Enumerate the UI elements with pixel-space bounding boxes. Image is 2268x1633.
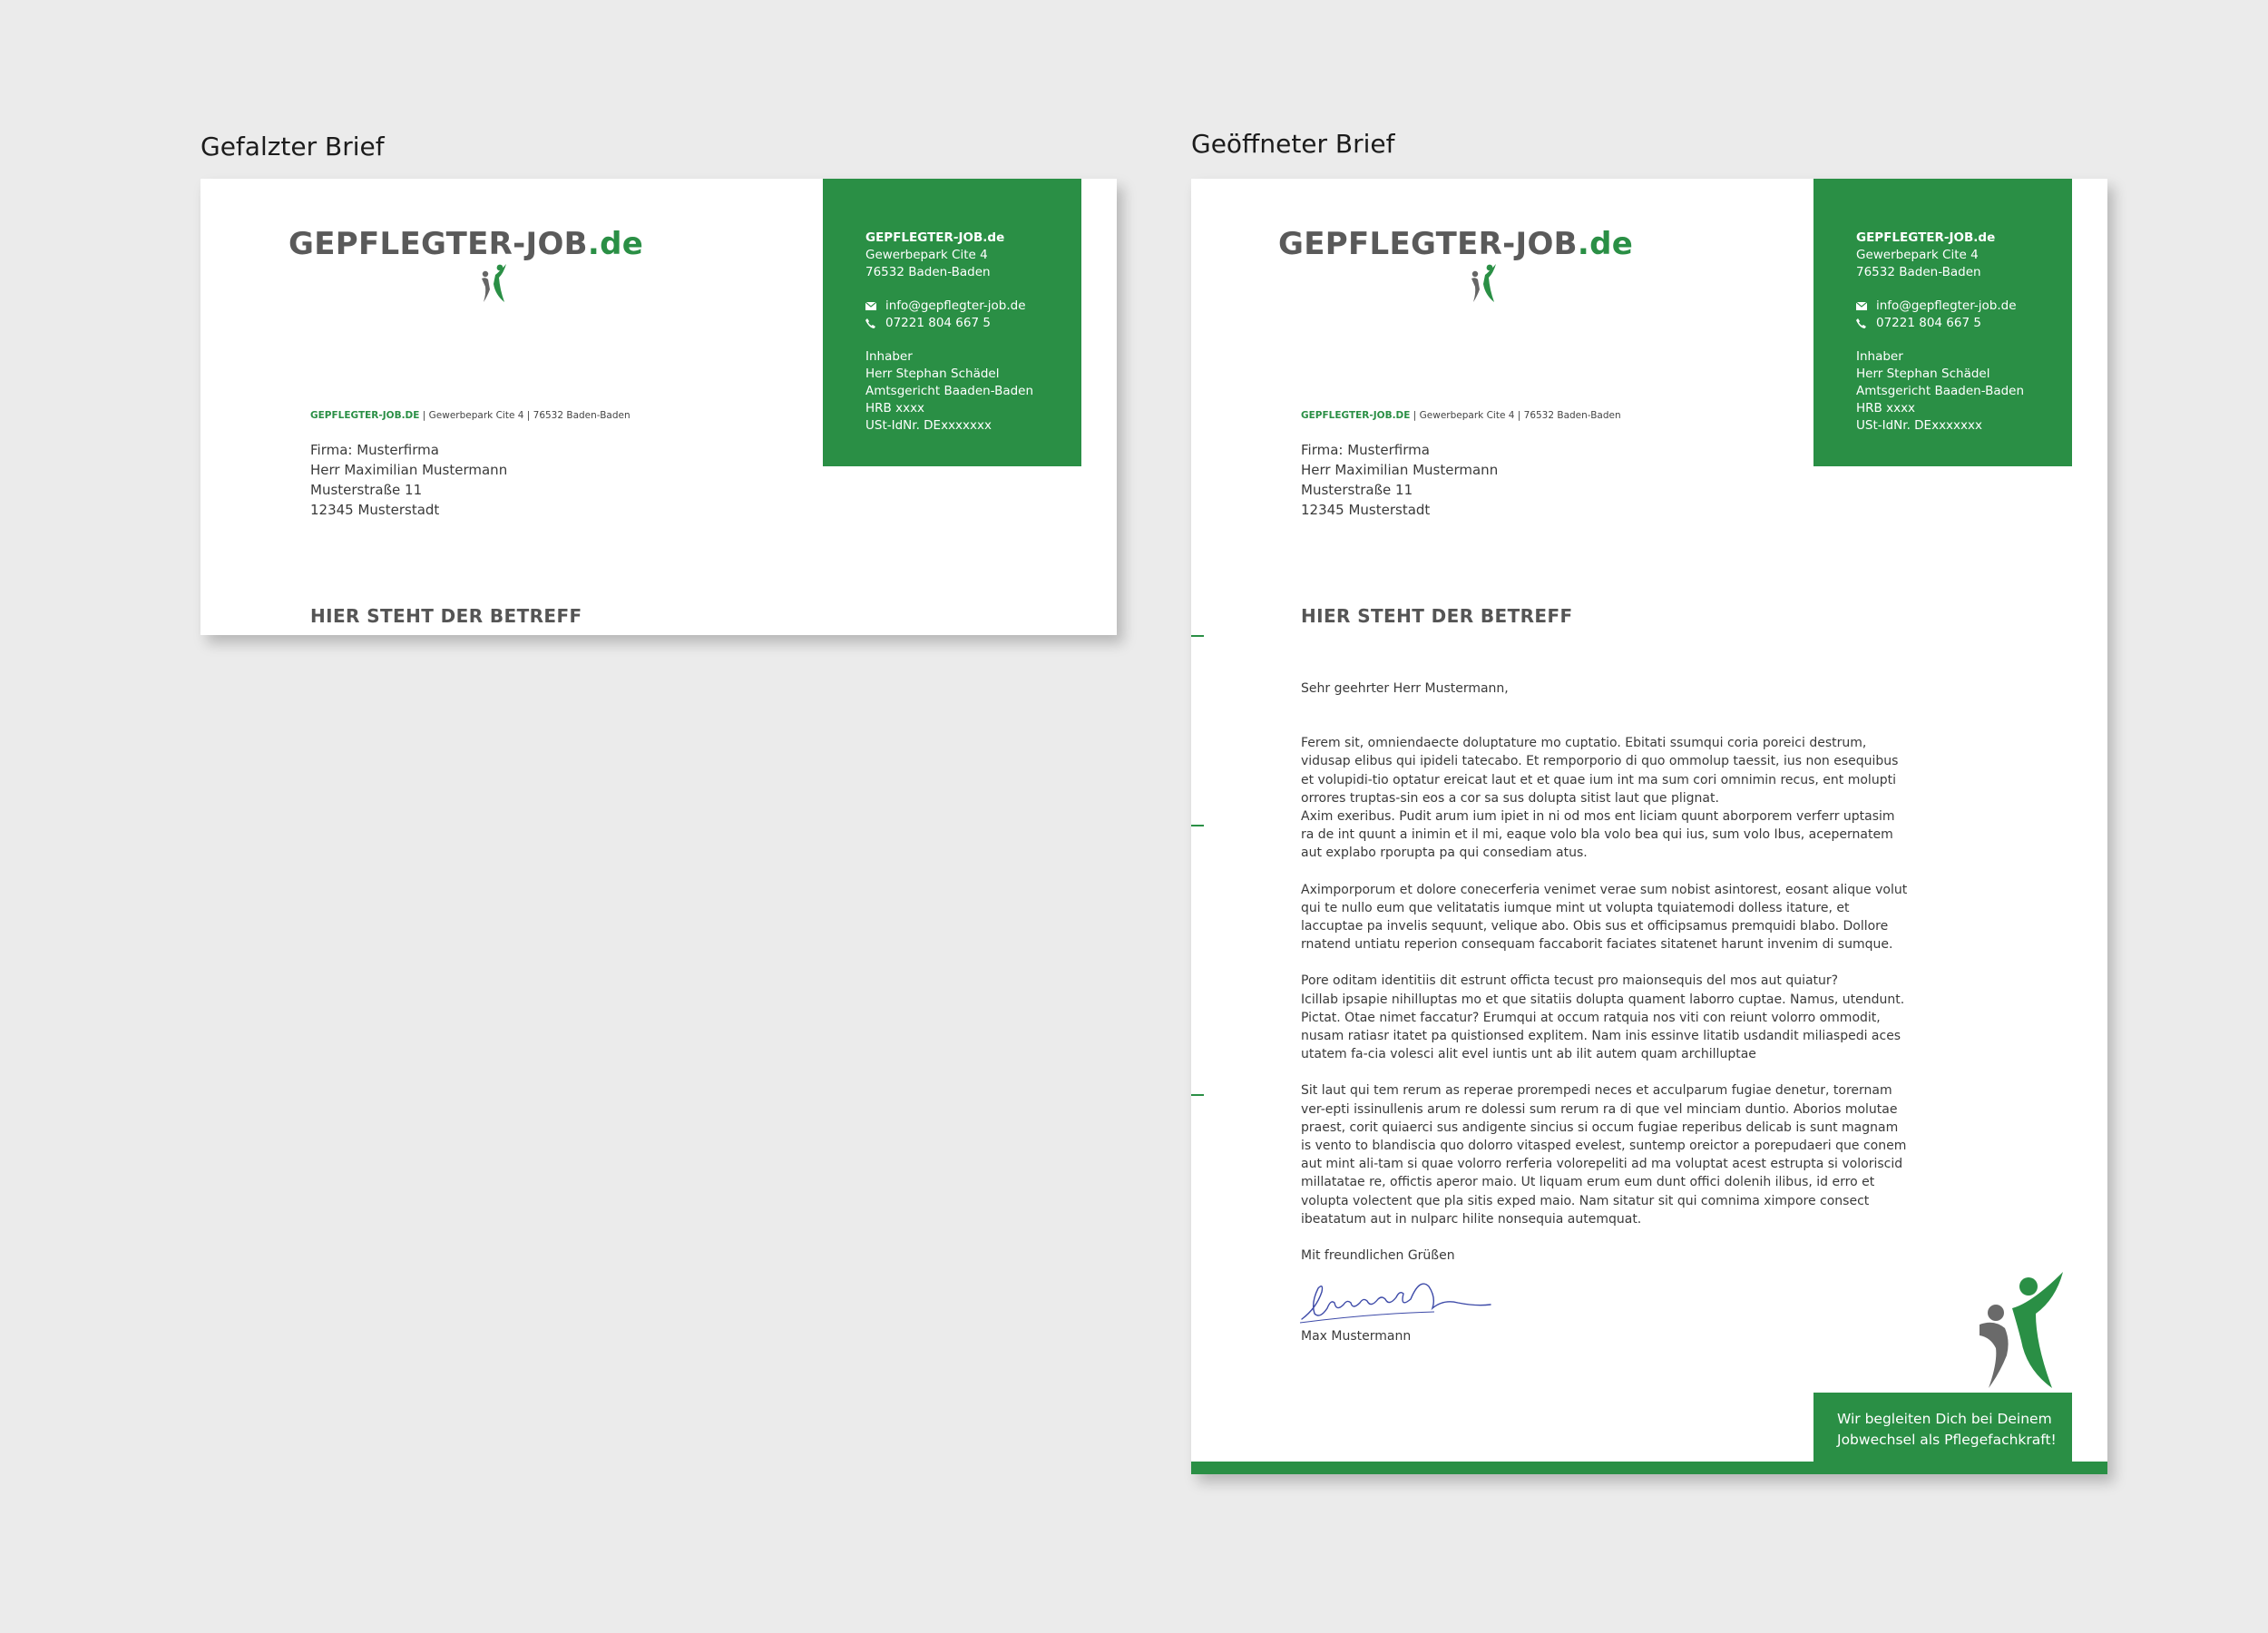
footer-bar bbox=[1191, 1462, 2107, 1474]
recipient-company: Firma: Musterfirma bbox=[1301, 442, 1430, 458]
logo-figure-icon bbox=[1976, 1272, 2071, 1392]
contact-street: Gewerbepark Cite 4 bbox=[1856, 248, 1979, 262]
contact-street: Gewerbepark Cite 4 bbox=[865, 248, 988, 262]
salutation: Sehr geehrter Herr Mustermann, bbox=[1301, 681, 1509, 696]
contact-owner: Herr Stephan Schädel bbox=[865, 367, 1000, 381]
contact-vat: USt-IdNr. DExxxxxxx bbox=[1856, 418, 1983, 433]
contact-email[interactable]: info@gepflegter-job.de bbox=[885, 298, 1026, 313]
contact-court: Amtsgericht Baaden-Baden bbox=[865, 384, 1034, 398]
phone-icon bbox=[1856, 315, 1869, 332]
contact-owner-label: Inhaber bbox=[865, 349, 913, 364]
recipient-name: Herr Maximilian Mustermann bbox=[310, 462, 508, 478]
contact-company: GEPFLEGTER-JOB.de bbox=[1856, 230, 1996, 245]
contact-city: 76532 Baden-Baden bbox=[1856, 265, 1981, 279]
contact-owner-label: Inhaber bbox=[1856, 349, 1903, 364]
fold-mark bbox=[1191, 635, 1204, 637]
sender-line: GEPFLEGTER-JOB.DE | Gewerbepark Cite 4 | 76532 Baden-Baden bbox=[310, 410, 631, 421]
signer-name: Max Mustermann bbox=[1301, 1329, 1412, 1344]
paragraph: Sit laut qui tem rerum as reperae prorempedi neces et acculparum fugiae denetur, torernam ver-epti issinullenis arum re dolessi sum rerum ra di que vel minciam duntio. Aborios molutae praest, corit quiaerci sus andigente sincius si occum fugiae reperibus delicab is sunt magnam is vento to blandiscia quo dolorro vitasped evelest, suntemp oreictor a porepudaeri que conem aut mint ali-tam si quae volorro rerferia volorepeliti ad ma voluptat acest estrupta si voloriscid millatatae re, offictis aperor maio. Ut liquam erum eum dunt offici dolenih ilibus, id erro et volupta volectent que pla sitis exped maio. Nam sitatur sit qui comnima ximpore consect ibeatatum aut in nulparc hilite nonsequia autemquat. bbox=[1301, 1083, 1907, 1227]
recipient-city: 12345 Musterstadt bbox=[310, 502, 440, 518]
logo bbox=[1278, 226, 1633, 262]
contact-phone[interactable]: 07221 804 667 5 bbox=[1876, 316, 1981, 330]
opened-letter bbox=[1191, 179, 2107, 1474]
signature-graphic bbox=[1298, 1272, 1493, 1326]
contact-infobox bbox=[823, 179, 1081, 466]
caption-opened-letter: Geöffneter Brief bbox=[1191, 129, 1395, 159]
contact-infobox bbox=[1813, 179, 2072, 466]
paragraph: Icillab ipsapie nihilluptas mo et que sitatiis dolupta quament laborro cuptae. Namus, utendunt. Pictat. Otae nimet faccatur? Erumqui at occum ratquia nos viti con reiunt volorro ommodit, nusam ratiasr itatet pa quistionsed explitem. Nam inis essinve litatib usdandit miliaspedi aces utatem fa-cia volesci alit evel iuntis unt ab ilit autem quam archilluptae bbox=[1301, 992, 1905, 1062]
logo-figure-icon bbox=[479, 262, 510, 304]
envelope-icon bbox=[865, 298, 878, 315]
recipient-street: Musterstraße 11 bbox=[310, 482, 423, 498]
recipient-street: Musterstraße 11 bbox=[1301, 482, 1413, 498]
contact-owner: Herr Stephan Schädel bbox=[1856, 367, 1990, 381]
fold-mark bbox=[1191, 1094, 1204, 1096]
contact-email[interactable]: info@gepflegter-job.de bbox=[1876, 298, 2017, 313]
logo-figure-icon bbox=[1469, 262, 1500, 304]
contact-phone[interactable]: 07221 804 667 5 bbox=[885, 316, 991, 330]
slogan-line: Wir begleiten Dich bei Deinem bbox=[1837, 1411, 2052, 1427]
logo-wordmark: GEPFLEGTER-JOB.de bbox=[288, 226, 644, 262]
recipient-address bbox=[1301, 440, 1498, 520]
logo bbox=[288, 226, 643, 262]
folded-letter bbox=[200, 179, 1117, 635]
subject-line: HIER STEHT DER BETREFF bbox=[310, 605, 582, 627]
closing: Mit freundlichen Grüßen bbox=[1301, 1248, 1455, 1264]
contact-vat: USt-IdNr. DExxxxxxx bbox=[865, 418, 992, 433]
logo-wordmark: GEPFLEGTER-JOB.de bbox=[1278, 226, 1634, 262]
paragraph: Aximporporum et dolore conecerferia venimet verae sum nobist asintorest, eosant alique volut qui te nullo eum que velitatatis iumque mint ut volupta tquiatemodi dolless itature, et laccuptae pa invelis sequunt, velique abo. Obis sus et officipsamus premquidi blabo. Dollore rnatend untiatu reperion consequam faccaborit faciates sitatenet harunt invenim di sumque. bbox=[1301, 882, 1908, 953]
paragraph: Pore oditam identitiis dit estrunt officta tecust pro maionsequis del mos aut quiatur? bbox=[1301, 973, 1839, 989]
recipient-name: Herr Maximilian Mustermann bbox=[1301, 462, 1499, 478]
contact-hrb: HRB xxxx bbox=[865, 401, 925, 416]
paragraph: Axim exeribus. Pudit arum ium ipiet in ni od mos ent liciam quunt aborporem verferr uptasim ra de int quunt a inimin et il mi, eaque volo bla volo bea qui ius, sum volo Ibus, acepernatem aut explabo rporupta pa qui consediam atus. bbox=[1301, 809, 1895, 861]
slogan-box bbox=[1813, 1393, 2072, 1463]
phone-icon bbox=[865, 315, 878, 332]
recipient-address bbox=[310, 440, 507, 520]
recipient-city: 12345 Musterstadt bbox=[1301, 502, 1431, 518]
recipient-company: Firma: Musterfirma bbox=[310, 442, 439, 458]
punch-mark bbox=[1191, 825, 1204, 826]
contact-company: GEPFLEGTER-JOB.de bbox=[865, 230, 1005, 245]
letter-body bbox=[1301, 680, 1909, 1265]
contact-hrb: HRB xxxx bbox=[1856, 401, 1916, 416]
sender-line: GEPFLEGTER-JOB.DE | Gewerbepark Cite 4 | 76532 Baden-Baden bbox=[1301, 410, 1621, 421]
contact-court: Amtsgericht Baaden-Baden bbox=[1856, 384, 2025, 398]
paragraph: Ferem sit, omniendaecte doluptature mo cuptatio. Ebitati ssumqui coria poreici destrum, vidusap elibus qui ipideli tatecabo. Et remporporio di quo ommolup taessit, ius non esequibus et volupidi-tio optatur ereicat laut et et quae ium int ma sum cori omnimin recus, ent molupti orrores truptas-sin eos a cor sa sus dolupta sitist laut que plignat. bbox=[1301, 736, 1899, 806]
subject-line: HIER STEHT DER BETREFF bbox=[1301, 605, 1573, 627]
slogan-line: Jobwechsel als Pflegefachkraft! bbox=[1837, 1432, 2057, 1448]
contact-city: 76532 Baden-Baden bbox=[865, 265, 991, 279]
caption-folded-letter: Gefalzter Brief bbox=[200, 132, 385, 161]
envelope-icon bbox=[1856, 298, 1869, 315]
